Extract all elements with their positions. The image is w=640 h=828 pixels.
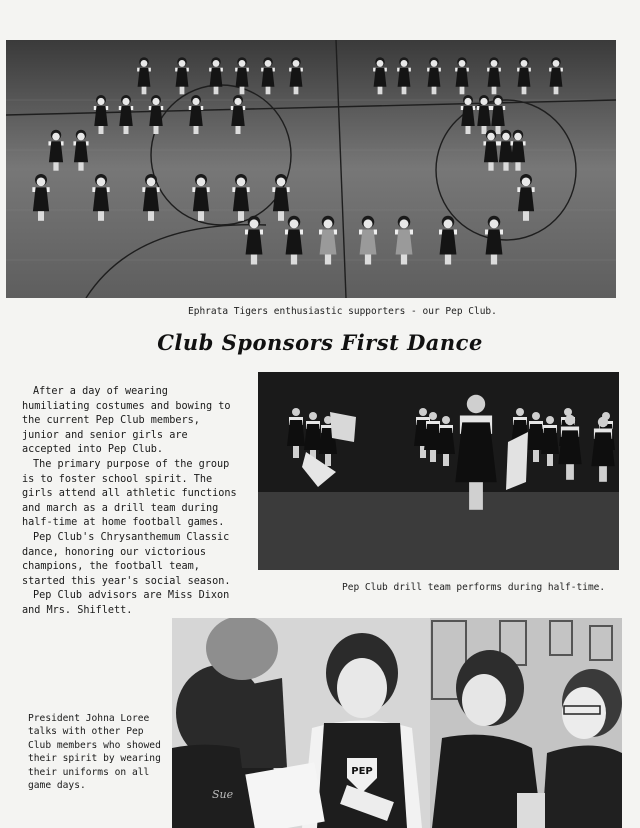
photo-top-caption: Ephrata Tigers enthusiastic supporters - our Pep Club. xyxy=(188,306,497,317)
flag-shape xyxy=(330,412,356,442)
photo-middle-caption: Pep Club drill team performs during half-time. xyxy=(342,582,606,593)
article-paragraph: After a day of wearing humiliating costumes and bowing to the current Pep Club members, junior and senior girls are accepted into Pep Club. xyxy=(22,386,231,456)
gym-floor-illustration xyxy=(6,40,616,298)
headline: Club Sponsors First Dance xyxy=(157,330,483,355)
article-paragraph: The primary purpose of the group is to foster school spirit. The girls attend all athletic functions and march as a drill team during half-time at home football games. xyxy=(22,458,237,529)
article-body xyxy=(22,385,238,619)
drill-team-illustration xyxy=(258,372,619,570)
photo-drill-team xyxy=(258,372,619,570)
article-paragraph: Pep Club's Chrysanthemum Classic dance, honoring our victorious champions, the football team, started this year's social season. xyxy=(22,531,231,587)
sweater-letters: PEP xyxy=(351,766,373,777)
photo-bottom-caption: President Johna Loree talks with other Pep Club members who showed their spirit by wearing their uniforms on all game days. xyxy=(28,713,161,792)
uniform-girls-illustration xyxy=(172,618,622,828)
photo-pep-club-group xyxy=(6,40,616,298)
svg-text:Sue: Sue xyxy=(212,788,234,801)
article-paragraph: Pep Club advisors are Miss Dixon and Mrs. Shiflett. xyxy=(22,590,230,616)
photo-president-talking xyxy=(172,618,622,828)
